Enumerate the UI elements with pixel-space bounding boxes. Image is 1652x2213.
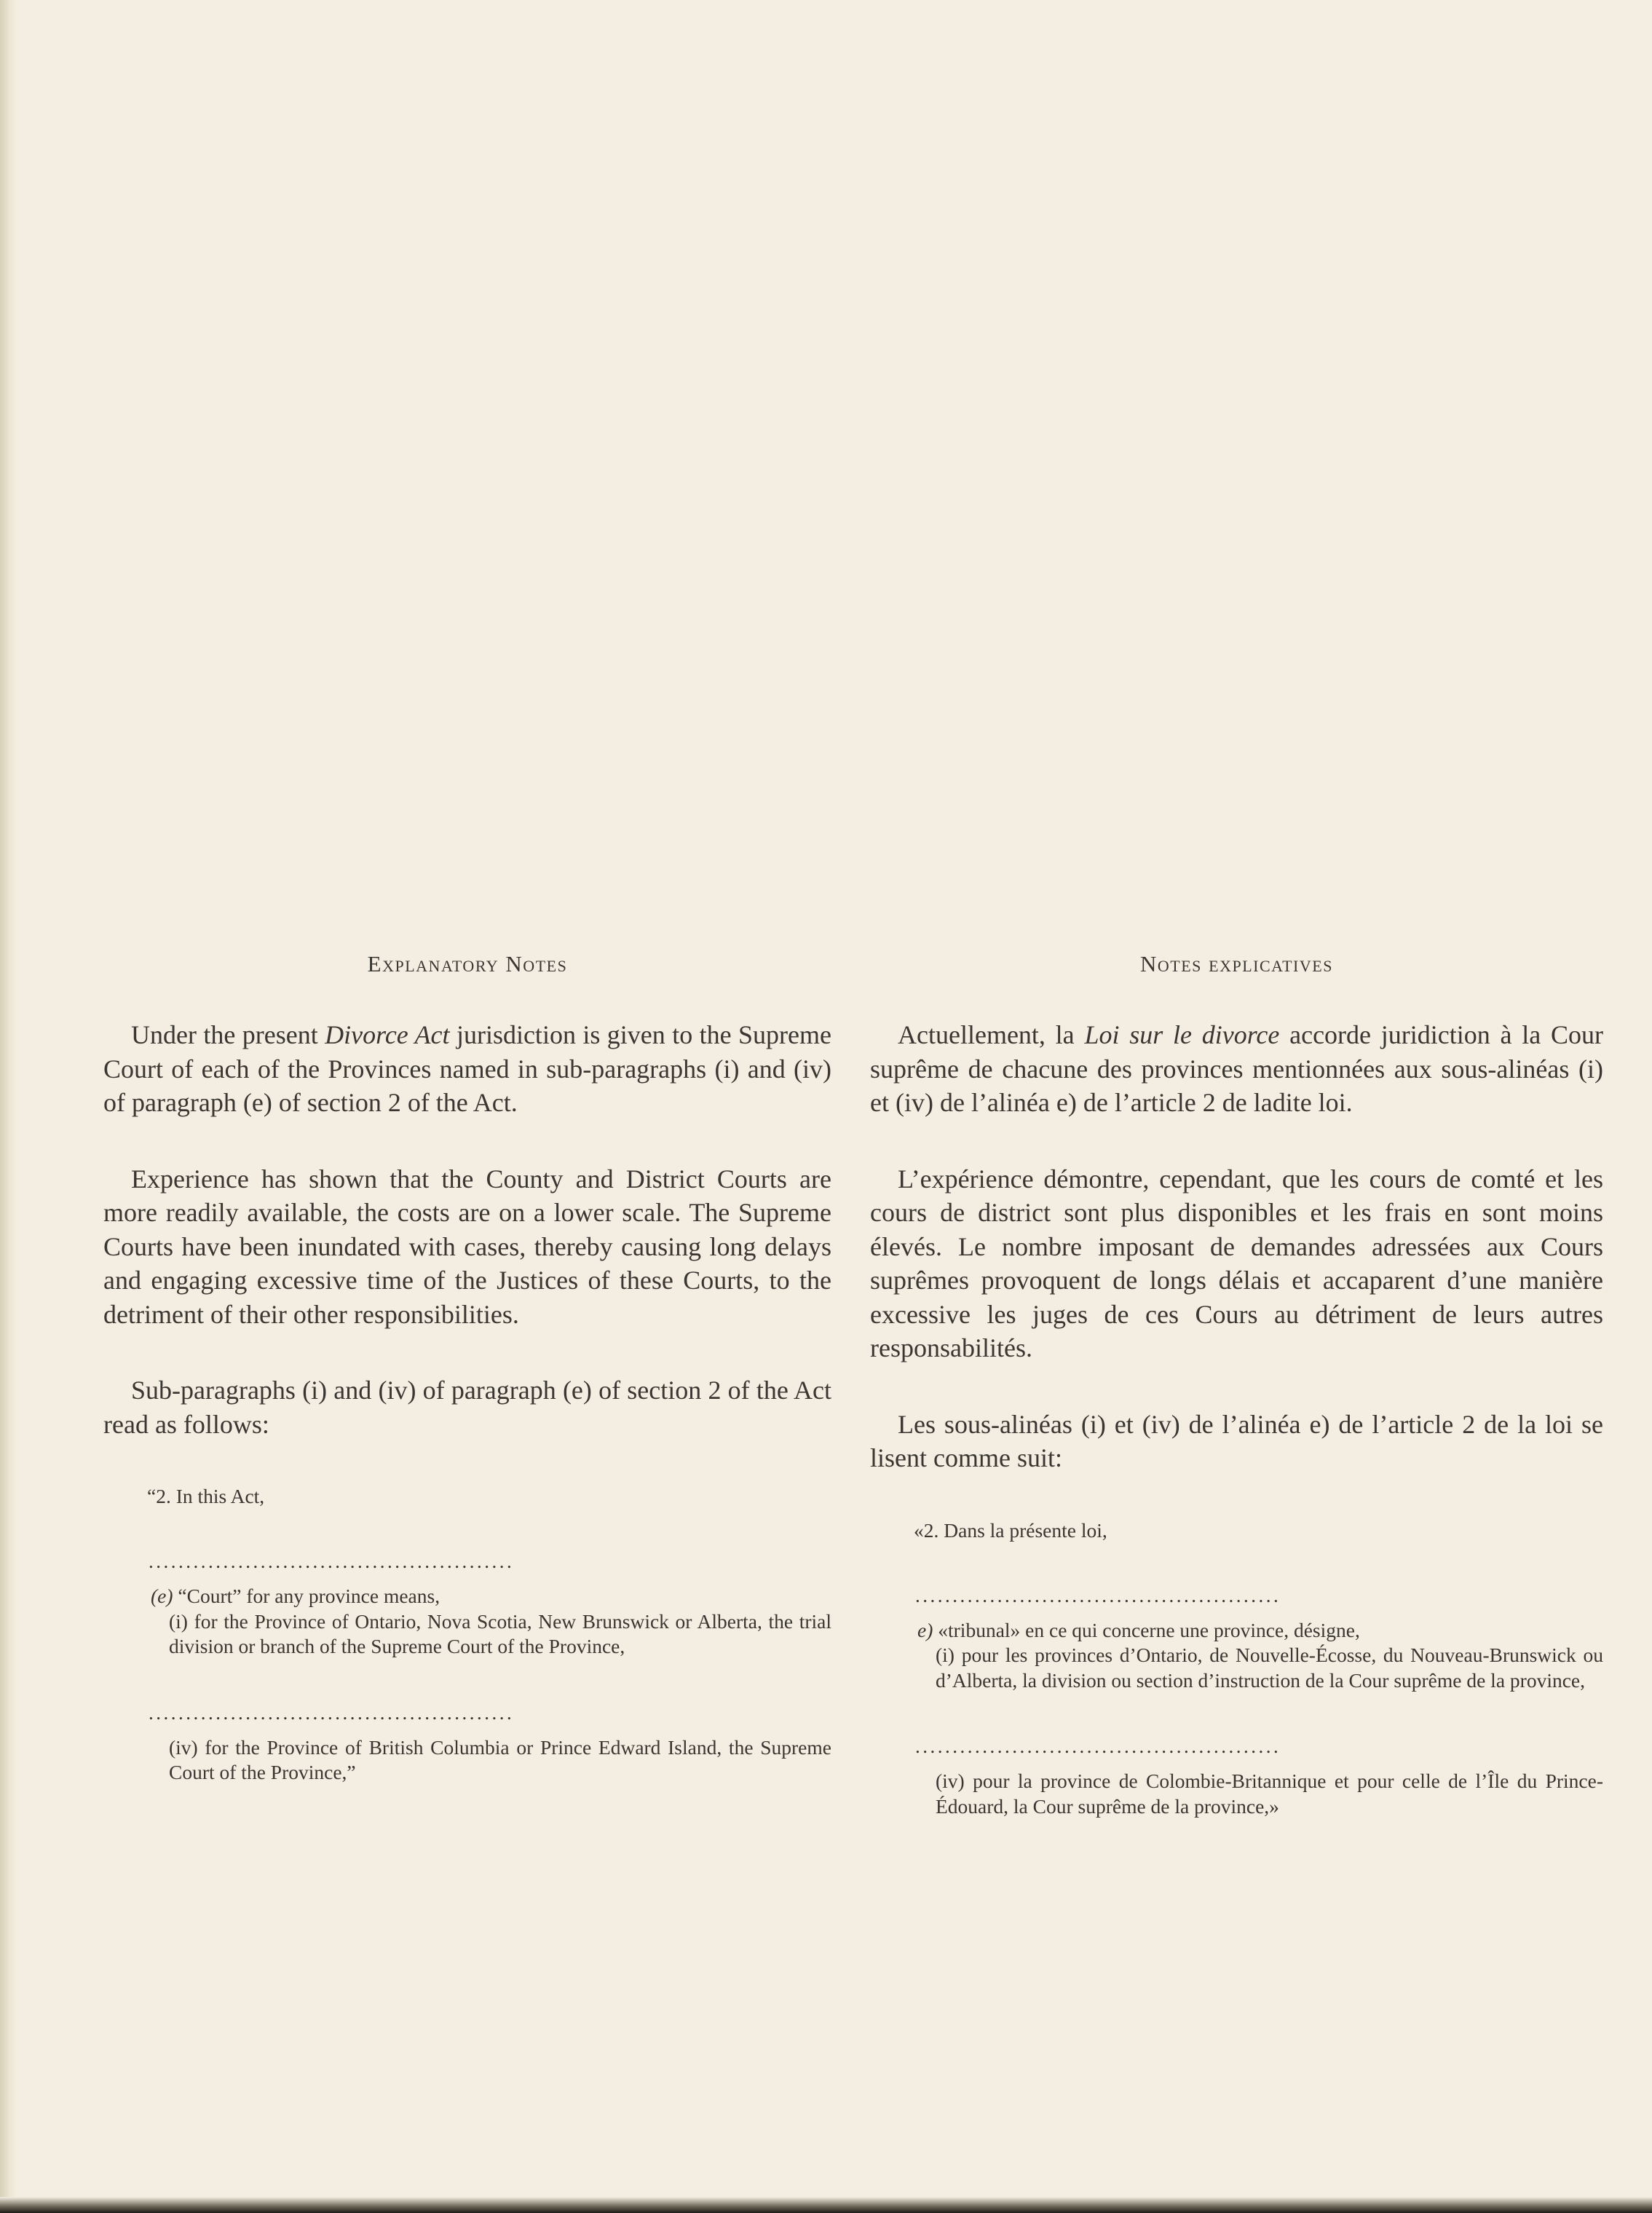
french-paragraph-1	[870, 1018, 1603, 1120]
english-ellipsis-2: .................................................	[149, 1701, 515, 1724]
english-quote-e-text: “Court” for any province means,	[173, 1585, 440, 1607]
french-quote-subparagraph-iv	[870, 1769, 1603, 1819]
english-paragraph-2: Experience has shown that the County and District Courts are more readily available, the costs are on a lower scale. The Supreme Courts have been inundated with cases, thereby causing long delays and engaging excessive time of the Justices of these Courts, to the detriment of their other responsibilities.	[103, 1164, 831, 1329]
english-para1-before: Under the present	[131, 1020, 325, 1049]
english-column	[103, 951, 831, 1828]
english-quote-intro: “2. In this Act,	[147, 1485, 265, 1507]
english-quote-subparagraph-iv	[103, 1735, 831, 1786]
english-para1-after: jurisdiction is given to the Supreme Court of each of the Provinces named in sub-paragraphs (i) and (iv) of paragraph (e) of section 2 of the Act.	[103, 1020, 831, 1117]
french-quote-e-letter: e)	[917, 1618, 933, 1641]
english-paragraph-1	[103, 1018, 831, 1120]
french-quote-e-text: «tribunal» en ce qui concerne une province, désigne,	[933, 1618, 1360, 1641]
french-quote-intro: «2. Dans la présente loi,	[914, 1518, 1107, 1542]
french-para1-after: accorde juridiction à la Cour suprême de chacune des provinces mentionnées aux sous-alinéas (i) et (iv) de l’alinéa e) de l’article 2 de ladite loi.	[870, 1020, 1604, 1117]
french-paragraph-3: Les sous-alinéas (i) et (iv) de l’alinéa e) de l’article 2 de la loi se lisent comme suit:	[870, 1409, 1603, 1472]
french-quote-paragraph-e	[870, 1618, 1603, 1694]
french-quote-e-first-line	[870, 1618, 1603, 1644]
english-quote-iv-text: (iv) for the Province of British Columbia or Prince Edward Island, the Supreme Court of the Province,”	[169, 1735, 831, 1783]
english-heading: Explanatory Notes	[367, 951, 568, 977]
english-quote-e-first-line	[103, 1584, 831, 1609]
french-quote-subparagraph-i: (i) pour les provinces d’Ontario, de Nouvelle-Écosse, du Nouveau-Brunswick ou d’Alberta, la division ou section d’instruction de la Cour suprême de la province,	[936, 1644, 1603, 1692]
english-act-title: Divorce Act	[325, 1020, 450, 1049]
french-act-title: Loi sur le divorce	[1084, 1020, 1280, 1049]
english-quote-e-letter: (e)	[151, 1585, 173, 1607]
french-column	[870, 951, 1603, 1861]
french-quote-iv-text: (iv) pour la province de Colombie-Britannique et pour celle de l’Île du Prince-Édouard, la Cour suprême de la province,»	[936, 1770, 1603, 1818]
french-para1-before: Actuellement, la	[898, 1020, 1085, 1049]
french-ellipsis-2: .................................................	[915, 1735, 1281, 1757]
english-paragraph-3: Sub-paragraphs (i) and (iv) of paragraph (e) of section 2 of the Act read as follows:	[103, 1376, 831, 1439]
page-bottom-edge	[0, 2197, 1652, 2213]
french-ellipsis-1: .................................................	[915, 1584, 1281, 1606]
english-quote-paragraph-e	[103, 1584, 831, 1660]
english-quote-subparagraph-i: (i) for the Province of Ontario, Nova Scotia, New Brunswick or Alberta, the trial division or branch of the Supreme Court of the Province,	[169, 1609, 831, 1657]
page-edge	[0, 0, 16, 2213]
french-heading: Notes explicatives	[1140, 951, 1333, 977]
french-paragraph-2: L’expérience démontre, cependant, que les cours de comté et les cours de district sont plus disponibles et les frais en sont moins élevés. Le nombre imposant de demandes adressées aux Cours suprêmes provoquent de longs délais et accaparent d’une manière excessive les juges de ces Cours au détriment de leurs autres responsabilités.	[870, 1164, 1603, 1362]
english-ellipsis-1: .................................................	[149, 1550, 515, 1572]
